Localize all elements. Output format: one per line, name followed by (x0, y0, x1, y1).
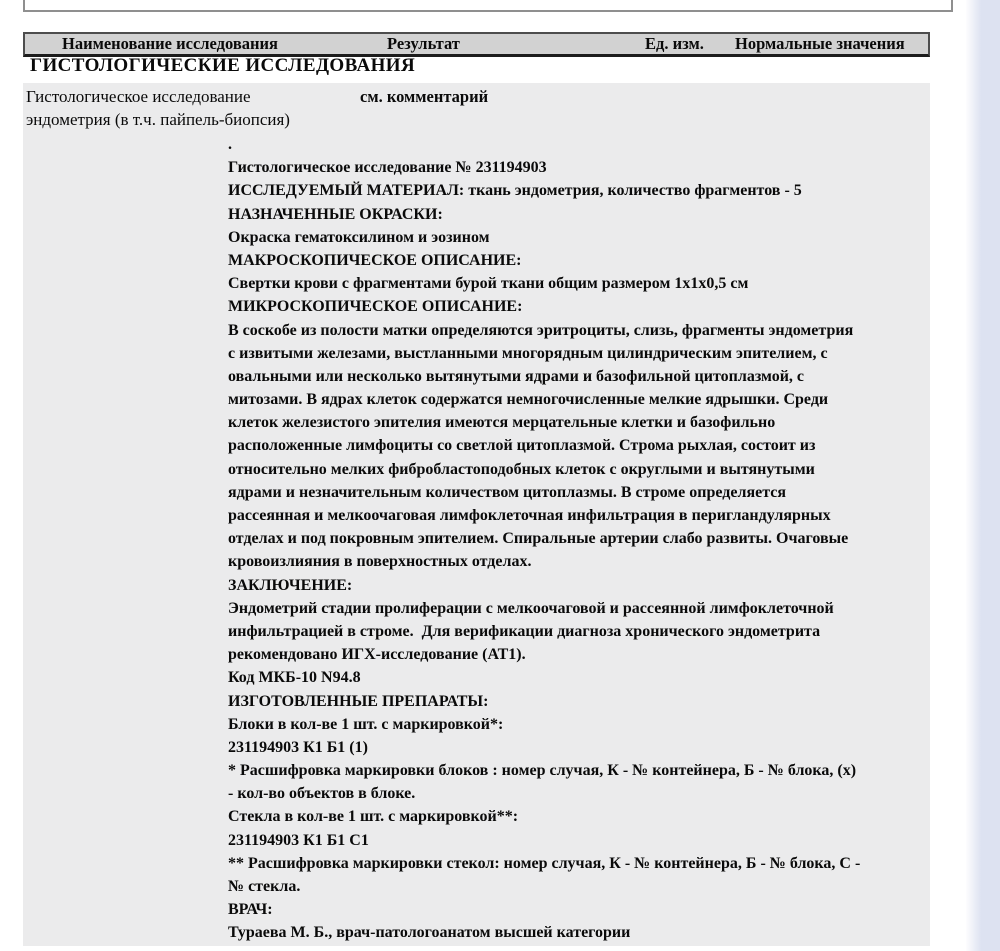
comment-line: В соскобе из полости матки определяются эритроциты, слизь, фрагменты эндометрия (228, 321, 854, 339)
comment-line: митозами. В ядрах клеток содержатся немногочисленные мелкие ядрышки. Среди (228, 391, 829, 409)
comment-line: кровоизлияния в поверхностных отделах. (228, 553, 532, 571)
comment-line: * Расшифровка маркировки блоков : номер случая, К - № контейнера, Б - № блока, (х) (228, 762, 857, 780)
comment-line: Свертки крови с фрагментами бурой ткани общим размером 1х1х0,5 см (228, 275, 749, 293)
comment-line: ИЗГОТОВЛЕННЫЕ ПРЕПАРАТЫ: (228, 692, 489, 710)
result-row-area (23, 83, 930, 946)
section-title-histology: ГИСТОЛОГИЧЕСКИЕ ИССЛЕДОВАНИЯ (30, 55, 416, 76)
comment-line: отделах и под покровным эпителием. Спиральные артерии слабо развиты. Очаговые (228, 530, 849, 548)
column-header-unit: Ед. изм. (645, 34, 704, 53)
comment-line: ядрами и незначительным количеством цитоплазмы. В строме определяется (228, 483, 787, 501)
comment-line: рекомендовано ИГХ-исследование (АТ1). (228, 646, 526, 664)
comment-line: ЗАКЛЮЧЕНИЕ: (228, 576, 353, 594)
column-header-study-name: Наименование исследования (62, 34, 278, 53)
comment-line: рассеянная и мелкоочаговая лимфоклеточная инфильтрация в перигландулярных (228, 507, 831, 524)
comment-line: ** Расшифровка маркировки стекол: номер случая, К - № контейнера, Б - № блока, С - (228, 854, 861, 872)
comment-block (228, 133, 928, 945)
comment-line: относительно мелких фибробластоподобных клеток с округлыми и вытянутыми (228, 460, 815, 478)
comment-line: 231194903 К1 Б1 (1) (228, 738, 368, 756)
study-name-line2: эндометрия (в т.ч. пайпель-биопсия) (26, 110, 290, 129)
comment-line: НАЗНАЧЕННЫЕ ОКРАСКИ: (228, 205, 443, 223)
comment-line: МАКРОСКОПИЧЕСКОЕ ОПИСАНИЕ: (228, 251, 522, 269)
comment-line: ВРАЧ: (228, 901, 273, 919)
comment-line: ИССЛЕДУЕМЫЙ МАТЕРИАЛ: ткань эндометрия, количество фрагментов - 5 (228, 182, 802, 200)
column-header-result: Результат (387, 34, 460, 53)
results-table-header (23, 32, 930, 57)
column-header-normal-values: Нормальные значения (735, 34, 905, 53)
comment-line: Эндометрий стадии пролиферации с мелкоочаговой и рассеянной лимфоклеточной (228, 599, 834, 617)
comment-line: клеток железистого эпителия имеются мерцательные клетки и базофильно (228, 414, 776, 432)
comment-line: Окраска гематоксилином и эозином (228, 228, 490, 246)
page-background-stripe (966, 0, 1000, 951)
comment-line: овальными или несколько вытянутыми ядрами и базофильной цитоплазмой, с (228, 367, 805, 385)
comment-line: Стекла в кол-ве 1 шт. с маркировкой**: (228, 808, 519, 826)
comment-line: Блоки в кол-ве 1 шт. с маркировкой*: (228, 715, 504, 733)
study-name-line1: Гистологическое исследование (26, 87, 251, 106)
study-result-value: см. комментарий (360, 87, 489, 106)
comment-line: МИКРОСКОПИЧЕСКОЕ ОПИСАНИЕ: (228, 298, 523, 316)
comment-line: . (228, 136, 232, 153)
comment-line: расположенные лимфоциты со светлой цитоплазмой. Строма рыхлая, состоит из (228, 437, 816, 455)
comment-line: 231194903 К1 Б1 С1 (228, 831, 369, 849)
comment-line: Тураева М. Б., врач-патологоанатом высшей категории (228, 924, 631, 942)
comment-line: инфильтрацией в строме. Для верификации диагноза хронического эндометрита (228, 622, 821, 640)
comment-line: с извитыми железами, выстланными многорядным цилиндрическим эпителием, с (228, 344, 828, 362)
comment-line: Код МКБ-10 N94.8 (228, 669, 361, 687)
comment-line: Гистологическое исследование № 231194903 (228, 159, 547, 177)
comment-line: № стекла. (228, 878, 301, 895)
top-partial-box (23, 0, 953, 12)
comment-line: - кол-во объектов в блоке. (228, 785, 416, 803)
